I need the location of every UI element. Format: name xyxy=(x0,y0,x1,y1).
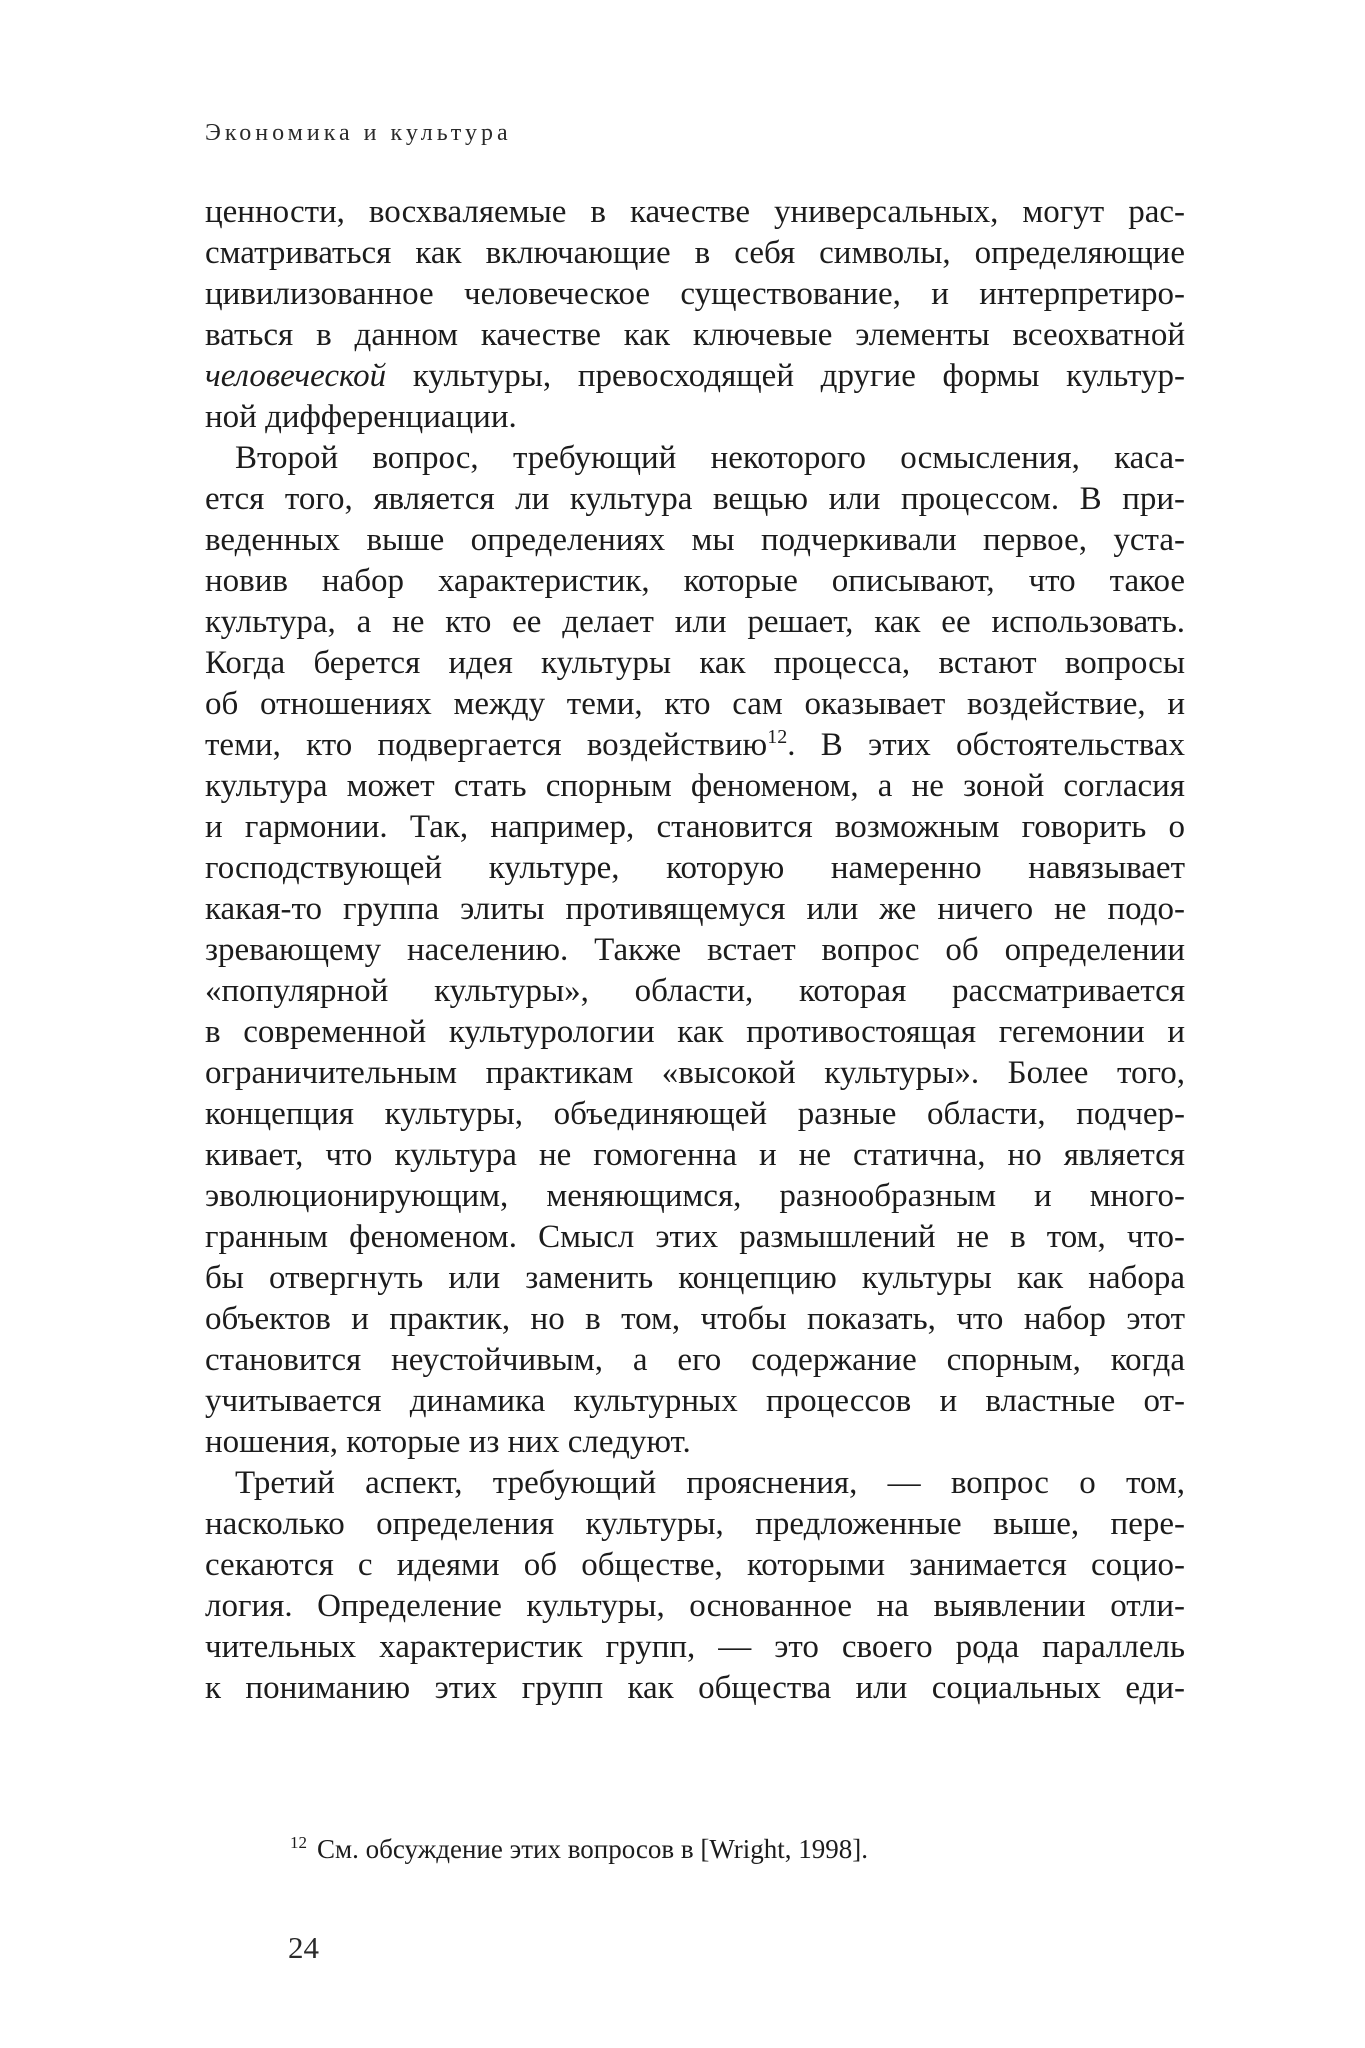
text-line: зревающему населению. Также встает вопрос об определении xyxy=(205,932,1185,968)
text-line: ограничительным практикам «высокой культуры». Более того, xyxy=(205,1055,1185,1091)
italic-word: человеческой xyxy=(205,358,387,394)
text-line: бы отвергнуть или заменить концепцию культуры как набора xyxy=(205,1260,1185,1296)
text-line-before: теми, кто подвергается воздействию xyxy=(205,727,768,763)
text-line: ценности, восхваляемые в качестве универсальных, могут рас- xyxy=(205,194,1185,230)
running-head: Экономика и культура xyxy=(205,120,512,146)
text-line: господствующей культуре, которую намеренно навязывает xyxy=(205,850,1185,886)
text-line: насколько определения культуры, предложенные выше, пере- xyxy=(205,1506,1185,1542)
text-line xyxy=(205,356,1185,397)
text-line: новив набор характеристик, которые описывают, что такое xyxy=(205,563,1185,599)
text-line: об отношениях между теми, кто сам оказывает воздействие, и xyxy=(205,686,1185,722)
text-line: учитывается динамика культурных процессов и властные от- xyxy=(205,1383,1185,1419)
text-line: к пониманию этих групп как общества или социальных еди- xyxy=(205,1670,1185,1706)
footnote-text: См. обсуждение этих вопросов в [Wright, 1998]. xyxy=(317,1834,868,1864)
text-line: веденных выше определениях мы подчеркивали первое, уста- xyxy=(205,522,1185,558)
text-line: Когда берется идея культуры как процесса, встают вопросы xyxy=(205,645,1185,681)
text-line: культура, а не кто ее делает или решает, как ее использовать. xyxy=(205,604,1185,640)
footnote xyxy=(290,1832,868,1866)
text-line: эволюционирующим, меняющимся, разнообразным и много- xyxy=(205,1178,1185,1214)
text-line: кивает, что культура не гомогенна и не статична, но является xyxy=(205,1137,1185,1173)
text-line: цивилизованное человеческое существование, и интерпретиро- xyxy=(205,276,1185,312)
text-line: ношения, которые из них следуют. xyxy=(205,1424,691,1460)
text-line: ной дифференциации. xyxy=(205,399,517,435)
footnote-ref[interactable]: 12 xyxy=(767,726,788,748)
text-line: культура может стать спорным феноменом, а не зоной согласия xyxy=(205,768,1185,804)
text-line: объектов и практик, но в том, чтобы показать, что набор этот xyxy=(205,1301,1185,1337)
text-line: концепция культуры, объединяющей разные области, подчер- xyxy=(205,1096,1185,1132)
footnote-number: 12 xyxy=(290,1833,307,1852)
text-line-rest: культуры, превосходящей другие формы культур- xyxy=(386,358,1185,394)
text-line: Второй вопрос, требующий некоторого осмысления, каса- xyxy=(235,440,1185,476)
text-line: сматриваться как включающие в себя символы, определяющие xyxy=(205,235,1185,271)
page-number: 24 xyxy=(288,1930,319,1965)
text-line: секаются с идеями об обществе, которыми занимается социо- xyxy=(205,1547,1185,1583)
text-line: ваться в данном качестве как ключевые элементы всеохватной xyxy=(205,317,1185,353)
text-line: «популярной культуры», области, которая рассматривается xyxy=(205,973,1185,1009)
body-text xyxy=(205,192,1185,1709)
text-line: чительных характеристик групп, — это своего рода параллель xyxy=(205,1629,1185,1665)
text-line: и гармонии. Так, например, становится возможным говорить о xyxy=(205,809,1185,845)
text-line: Третий аспект, требующий прояснения, — вопрос о том, xyxy=(235,1465,1185,1501)
text-line: какая-то группа элиты противящемуся или же ничего не подо- xyxy=(205,891,1185,927)
text-line: в современной культурологии как противостоящая гегемонии и xyxy=(205,1014,1185,1050)
text-line: логия. Определение культуры, основанное на выявлении отли- xyxy=(205,1588,1185,1624)
text-line-after: . В этих обстоятельствах xyxy=(787,727,1185,763)
text-line xyxy=(205,725,1185,766)
text-line: становится неустойчивым, а его содержание спорным, когда xyxy=(205,1342,1185,1378)
text-line: гранным феноменом. Смысл этих размышлений не в том, что- xyxy=(205,1219,1185,1255)
text-line: ется того, является ли культура вещью или процессом. В при- xyxy=(205,481,1185,517)
